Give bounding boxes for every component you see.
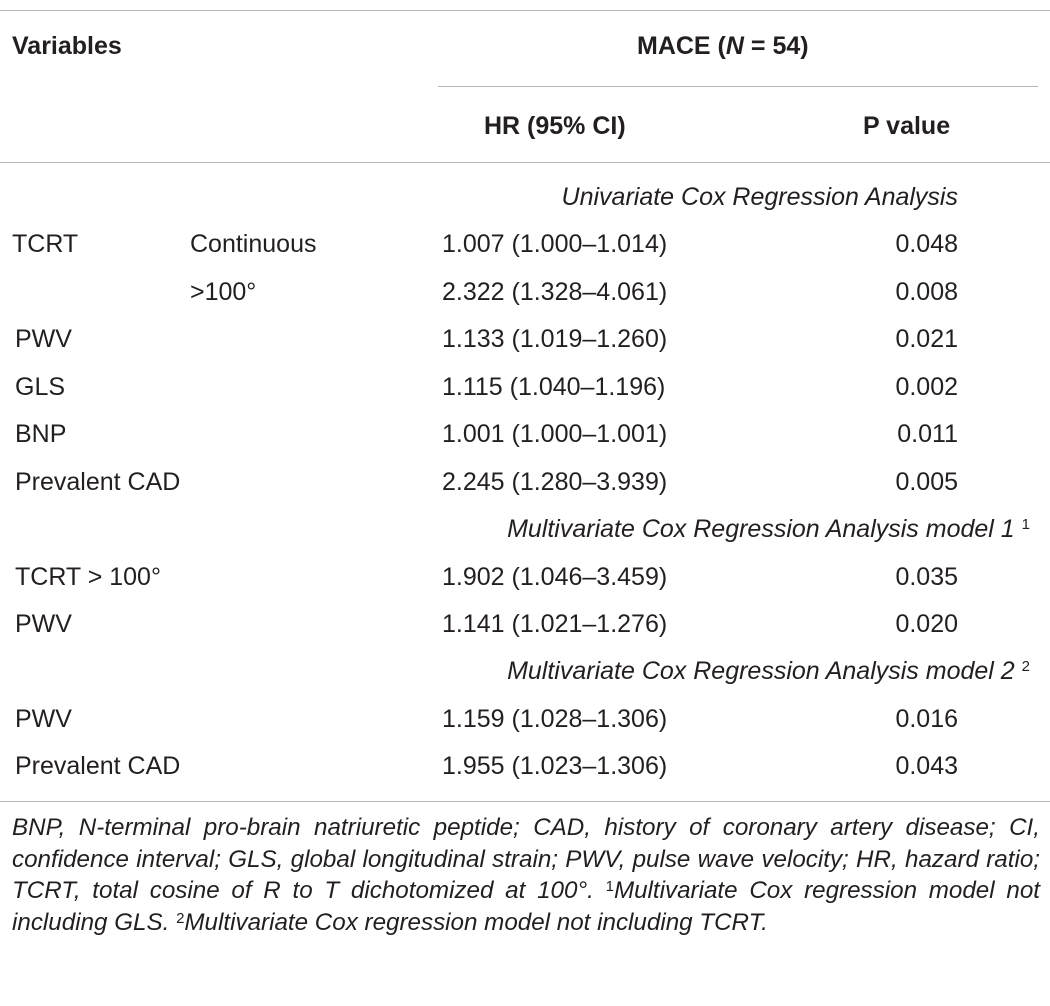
row-hr: 1.159 (1.028–1.306) <box>442 705 668 733</box>
row-variable: BNP <box>15 420 67 448</box>
table-top-rule <box>0 10 1050 11</box>
row-variable: PWV <box>15 705 72 733</box>
row-hr: 1.141 (1.021–1.276) <box>442 610 668 638</box>
row-p-value: 0.005 <box>895 468 958 496</box>
row-variable: Prevalent CAD <box>15 752 181 780</box>
row-p-value: 0.043 <box>895 752 958 780</box>
row-p-value: 0.011 <box>897 420 958 448</box>
row-hr: 1.115 (1.040–1.196) <box>442 373 666 401</box>
row-p-value: 0.020 <box>895 610 958 638</box>
row-hr: 2.322 (1.328–4.061) <box>442 278 668 306</box>
header-p-value: P value <box>863 112 951 140</box>
row-hr: 1.955 (1.023–1.306) <box>442 752 668 780</box>
row-p-value: 0.002 <box>895 373 958 401</box>
row-hr: 1.007 (1.000–1.014) <box>442 230 668 258</box>
row-subvariable: >100° <box>190 278 257 306</box>
footnote-abbreviations: BNP, N-terminal pro-brain natriuretic peptide; CAD, history of coronary artery disease; CI, confidence interval; GLS, global longitudinal strain; PWV, pulse wave velocity; HR, hazard ratio; TCRT, total cosine of R to T dichotomized at 100°. <box>12 814 1040 904</box>
section-multivariate-model-2: Multivariate Cox Regression Analysis model 2 $^2$ <box>507 657 1030 685</box>
row-variable: GLS <box>15 373 66 401</box>
row-p-value: 0.048 <box>895 230 958 258</box>
header-variables: Variables <box>12 32 122 60</box>
header-hr: HR (95% CI) <box>484 112 626 140</box>
row-hr: 1.001 (1.000–1.001) <box>442 420 668 448</box>
row-p-value: 0.016 <box>895 705 958 733</box>
section-univariate: Univariate Cox Regression Analysis <box>561 183 958 211</box>
section-multivariate-model-1: Multivariate Cox Regression Analysis model 1 $^1$ <box>507 515 1030 543</box>
row-p-value: 0.035 <box>895 563 958 591</box>
row-variable: TCRT <box>12 230 79 258</box>
row-hr: 2.245 (1.280–3.939) <box>442 468 668 496</box>
row-variable: PWV <box>15 610 72 638</box>
table-footnote <box>12 812 1040 938</box>
footnote-1: Multivariate Cox regression model not including GLS. <box>12 877 1040 936</box>
table-bottom-rule <box>0 801 1050 802</box>
row-hr: 1.133 (1.019–1.260) <box>442 325 668 353</box>
footnote-2: Multivariate Cox regression model not including TCRT. <box>184 908 768 936</box>
row-subvariable: Continuous <box>190 230 317 258</box>
row-hr: 1.902 (1.046–3.459) <box>442 563 668 591</box>
row-variable: Prevalent CAD <box>15 468 181 496</box>
row-p-value: 0.008 <box>895 278 958 306</box>
row-p-value: 0.021 <box>895 325 958 353</box>
row-variable: TCRT > 100° <box>15 563 161 591</box>
row-variable: PWV <box>15 325 72 353</box>
footnote-marker-1: 1 <box>605 878 614 895</box>
header-bottom-rule <box>0 162 1050 163</box>
footnote-marker-2: 2 <box>176 909 185 927</box>
header-mace: MACE (N = 54) <box>637 32 809 60</box>
header-group-rule <box>438 86 1038 87</box>
